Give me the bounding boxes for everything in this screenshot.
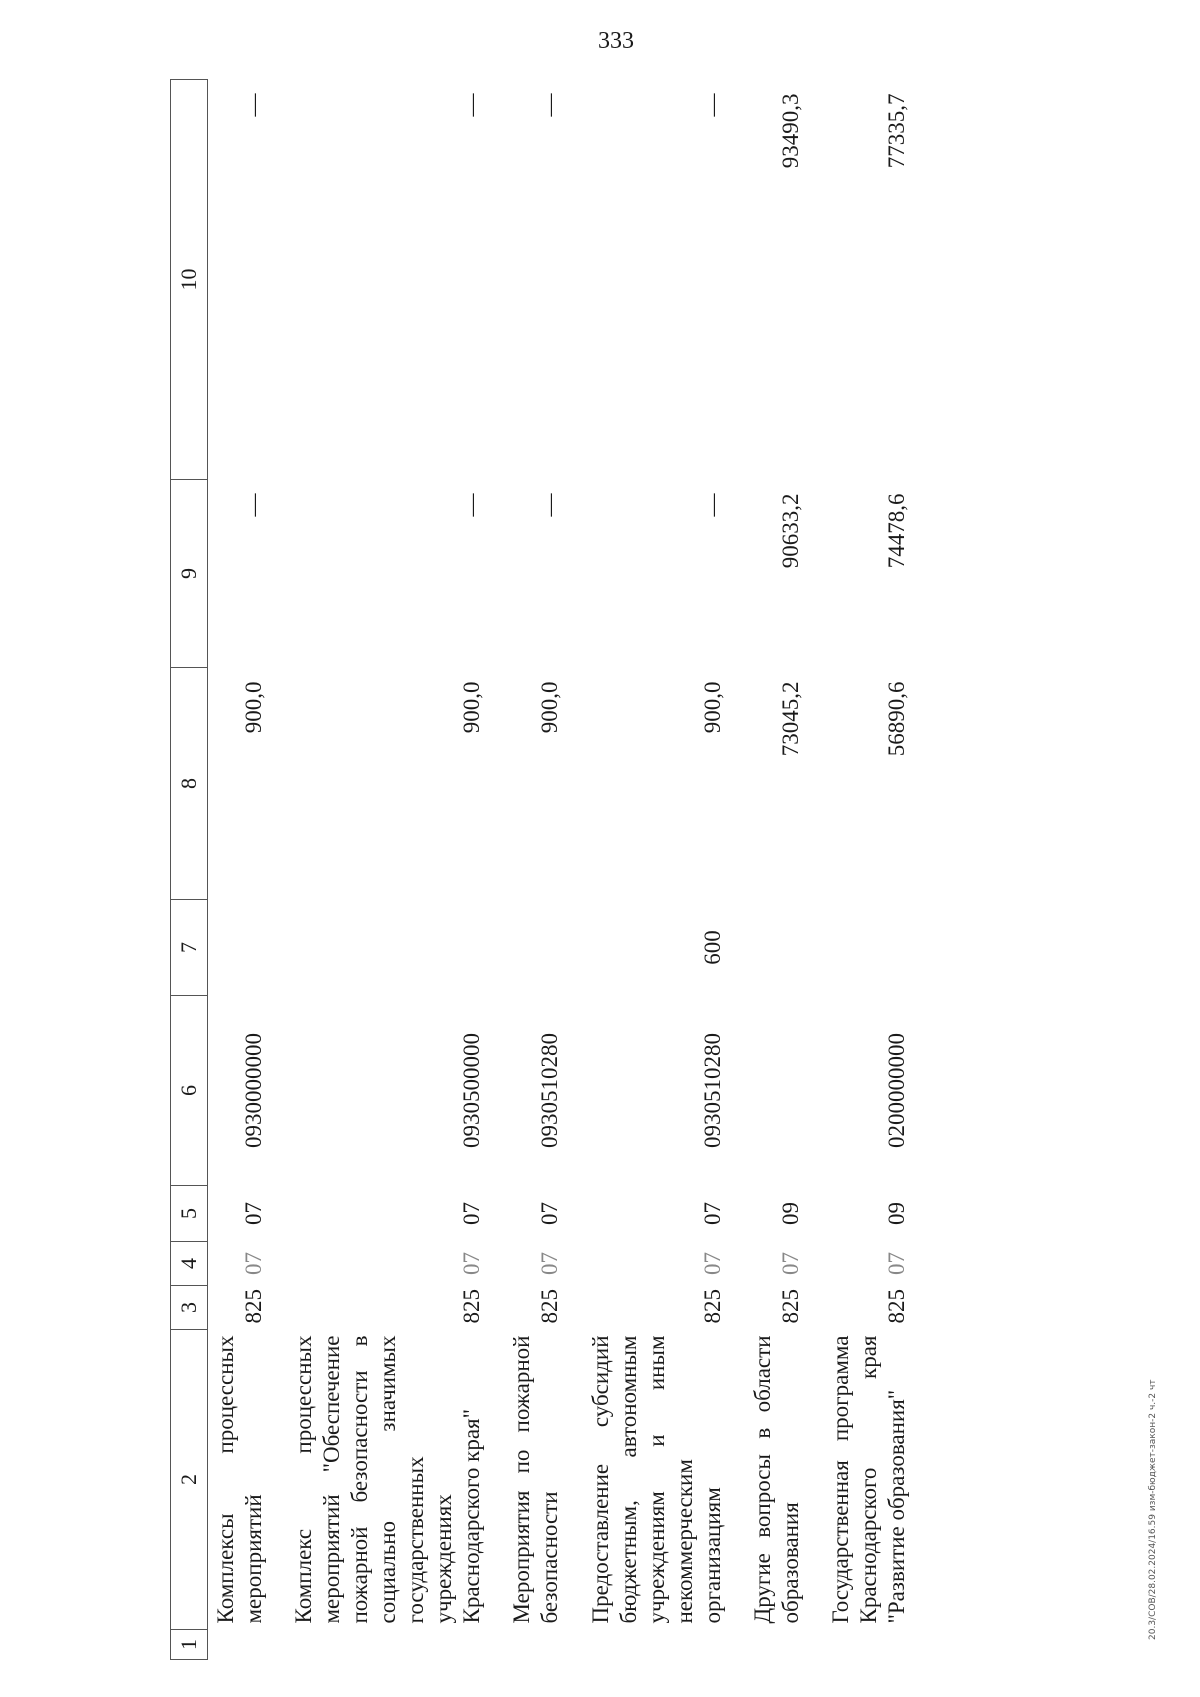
cell-subsection: 09	[883, 1202, 909, 1225]
header-col-1: 1	[171, 1630, 208, 1660]
cell-target-article	[731, 996, 809, 1186]
cell-col1	[569, 1630, 731, 1660]
cell-expense-type	[731, 900, 809, 996]
document-footer-code	[1148, 1379, 1160, 1650]
cell-expense-type	[272, 900, 490, 996]
table-row	[272, 80, 490, 1660]
cell-subsection: 07	[699, 1202, 725, 1225]
cell-section: 07	[537, 1252, 563, 1275]
cell-amount-3: 77335,7	[883, 93, 909, 169]
cell-col1	[731, 1630, 809, 1660]
footer-code-text: 20.3/СОВ/28.02.2024/16.59 изм-бюджет-закон-2 ч.-2 чт	[1148, 1379, 1158, 1640]
table-container	[170, 80, 1040, 1660]
budget-table	[170, 79, 915, 1660]
cell-amount-1: 900,0	[241, 681, 267, 734]
header-row	[171, 80, 208, 1660]
table-row	[569, 80, 731, 1660]
cell-target-article: 0200000000	[883, 1033, 909, 1148]
table-row	[809, 80, 915, 1660]
cell-section: 07	[459, 1252, 485, 1275]
cell-description: Комплексы процессных мероприятий	[213, 1335, 267, 1624]
cell-section: 07	[699, 1252, 725, 1275]
cell-amount-2: —	[459, 493, 485, 517]
cell-ministry: 825	[699, 1289, 725, 1324]
cell-amount-3: —	[537, 93, 563, 117]
cell-amount-3: 93490,3	[777, 93, 803, 169]
cell-amount-2: 74478,6	[883, 493, 909, 569]
cell-amount-3: —	[459, 93, 485, 117]
cell-amount-2: —	[241, 493, 267, 517]
page-number: 333	[598, 28, 634, 54]
cell-description: Мероприятия по пожарной безопасности	[509, 1335, 563, 1624]
header-col-5: 5	[171, 1186, 208, 1242]
header-col-3: 3	[171, 1286, 208, 1330]
cell-description: Государственная программа Краснодарского края "Развитие образования"	[827, 1335, 909, 1624]
cell-col1	[208, 1630, 273, 1660]
cell-target-article: 0930000000	[241, 1033, 267, 1148]
cell-section: 07	[883, 1252, 909, 1275]
cell-subsection: 09	[777, 1202, 803, 1225]
header-col-2: 2	[171, 1330, 208, 1630]
cell-expense-type: 600	[699, 930, 725, 965]
cell-ministry: 825	[883, 1289, 909, 1324]
cell-amount-3: —	[241, 93, 267, 117]
header-col-4: 4	[171, 1242, 208, 1286]
cell-amount-2: —	[537, 493, 563, 517]
cell-ministry: 825	[459, 1289, 485, 1324]
cell-description: Комплекс процессных мероприятий "Обеспечение пожарной безопасности в социально значимых государственных учреждениях Краснодарского края"	[291, 1335, 485, 1624]
cell-target-article: 0930500000	[459, 1033, 485, 1148]
header-col-6: 6	[171, 996, 208, 1186]
cell-amount-2: 90633,2	[777, 493, 803, 569]
table-row	[208, 80, 273, 1660]
cell-amount-1: 900,0	[537, 681, 563, 734]
cell-target-article: 0930510280	[537, 1033, 563, 1148]
cell-expense-type	[208, 900, 273, 996]
header-col-9: 9	[171, 480, 208, 668]
cell-description: Предоставление субсидий бюджетным, автономным учреждениям и иным некоммерческим организациям	[587, 1335, 725, 1624]
header-col-8: 8	[171, 668, 208, 900]
cell-col1	[272, 1630, 490, 1660]
budget-table-rotated	[170, 80, 1040, 1660]
cell-section: 07	[777, 1252, 803, 1275]
header-col-7: 7	[171, 900, 208, 996]
cell-col1	[809, 1630, 915, 1660]
cell-amount-1: 900,0	[459, 681, 485, 734]
cell-amount-1: 900,0	[699, 681, 725, 734]
cell-expense-type	[809, 900, 915, 996]
cell-subsection: 07	[241, 1202, 267, 1225]
header-col-10: 10	[171, 80, 208, 480]
cell-amount-2: —	[699, 493, 725, 517]
cell-subsection: 07	[537, 1202, 563, 1225]
cell-col1	[490, 1630, 568, 1660]
table-row	[731, 80, 809, 1660]
cell-amount-3: —	[699, 93, 725, 117]
table-row	[490, 80, 568, 1660]
cell-ministry: 825	[537, 1289, 563, 1324]
cell-ministry: 825	[241, 1289, 267, 1324]
cell-amount-1: 73045,2	[777, 681, 803, 757]
cell-section: 07	[241, 1252, 267, 1275]
cell-target-article: 0930510280	[699, 1033, 725, 1148]
cell-amount-1: 56890,6	[883, 681, 909, 757]
cell-expense-type	[490, 900, 568, 996]
cell-subsection: 07	[459, 1202, 485, 1225]
cell-ministry: 825	[777, 1289, 803, 1324]
cell-description: Другие вопросы в области образования	[749, 1335, 803, 1624]
